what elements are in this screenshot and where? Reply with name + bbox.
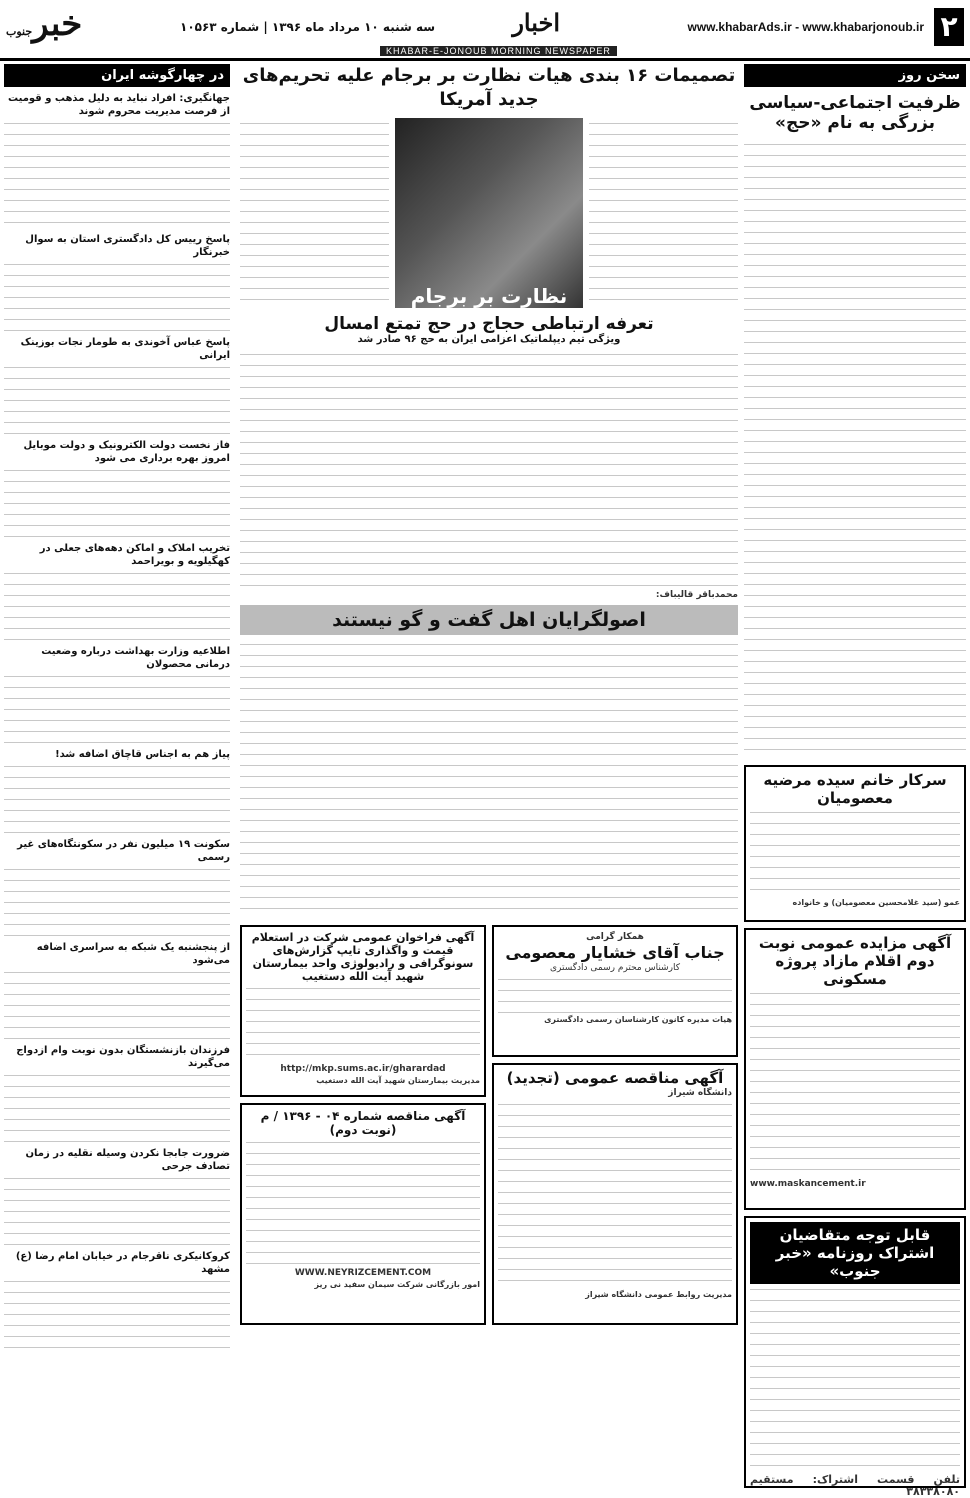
news-item [4, 439, 230, 537]
news-headline[interactable]: پیاز هم به اجناس قاچاق اضافه شد! [55, 749, 230, 760]
news-item [4, 92, 230, 228]
barjam-image: نظارت بر برجام [395, 118, 583, 308]
news-headline[interactable]: سکونت ۱۹ میلیون نفر در سکونتگاه‌های غیر رسمی [17, 839, 230, 863]
news-headline[interactable]: اطلاعیه وزارت بهداشت درباره وضعیت درمانی محصولان [41, 646, 230, 670]
cement-tender-ad: آگهی مناقصه شماره ۰۴ - ۱۳۹۶ / م (نوبت دوم) WWW.NEYRIZCEMENT.COM امور بازرگانی شرکت سیمان سفید نی ریز [240, 1103, 486, 1325]
news-item [4, 941, 230, 1039]
section-title: اخبار [512, 8, 560, 37]
headline-barjam[interactable]: تصمیمات ۱۶ بندی هیات نظارت بر برجام علیه تحریم‌های جدید آمریکا [242, 65, 736, 110]
news-headline[interactable]: از پنجشنبه یک شبکه به سراسری اضافه می‌شود [36, 942, 230, 966]
masthead [0, 0, 970, 61]
editorial-headline[interactable]: ظرفیت اجتماعی-سیاسی بزرگی به نام «حج» [749, 93, 961, 133]
auction-ad: آگهی مزایده عمومی نوبت دوم اقلام مازاد پروژه مسکونی www.maskancement.ir [744, 928, 966, 1210]
editorial-body [744, 139, 966, 759]
news-headline[interactable]: ضرورت جابجا نکردن وسیله نقلیه در زمان تصادف جرحی [25, 1148, 230, 1172]
headline-principlists-box [240, 605, 738, 635]
news-headline[interactable]: کروکانیکری ناقرجام در خیابان امام رضا (ع) مشهد [15, 1251, 230, 1275]
news-headline[interactable]: پاسخ عباس آخوندی به طومار نجات بوزینک ایرانی [20, 337, 230, 361]
issue-date: سه شنبه ۱۰ مرداد ماه ۱۳۹۶ | شماره ۱۰۵۶۳ [180, 20, 436, 34]
headline-principlists[interactable]: اصولگرایان اهل گفت و گو نیستند [332, 609, 646, 631]
editorial-section: سخن روز [744, 64, 966, 87]
right-column [744, 64, 966, 1498]
news-item [4, 542, 230, 640]
congrats-ad: همکار گرامی جناب آقای خشایار معصومی کارشناس محترم رسمی دادگستری هیات مدیره کانون کارشناسان رسمی دادگستری [492, 925, 738, 1057]
news-headline[interactable]: تخریب املاک و اماکن دهه‌های جعلی در کهگیلویه و بویراحمد [39, 543, 230, 567]
subhead-hajj: ویژگی تیم دیپلماتیک اعزامی ایران به حج ۹۶ صادر شد [357, 334, 621, 345]
tender-shiraz-ad: آگهی مناقصه عمومی (تجدید) دانشگاه شیراز مدیریت روابط عمومی دانشگاه شیراز [492, 1063, 738, 1325]
news-item [4, 1044, 230, 1142]
news-item [4, 1147, 230, 1245]
center-column [240, 64, 738, 1434]
news-item [4, 748, 230, 833]
news-item [4, 645, 230, 743]
news-item [4, 233, 230, 331]
newspaper-subtitle: KHABAR-E-JONOUB MORNING NEWSPAPER [380, 46, 617, 56]
left-column [4, 64, 230, 1434]
headline-hajj[interactable]: تعرفه ارتباطی حجاج در حج تمتع امسال [324, 314, 654, 334]
news-headline[interactable]: پاسخ رییس کل دادگستری استان به سوال خبرنگار [25, 234, 230, 258]
news-headline[interactable]: فرزندان بازنشستگان بدون نوبت وام ازدواج می‌گیرند [16, 1045, 230, 1069]
byline: محمدباقر قالیباف: [655, 590, 738, 600]
news-item [4, 838, 230, 936]
news-item [4, 336, 230, 434]
page-number: ۲ [934, 8, 964, 46]
newspaper-logo: خبرجنوب [6, 4, 83, 44]
iran-news-section: در چهارگوشه ایران [4, 64, 230, 87]
site-urls[interactable]: www.khabarAds.ir - www.khabarjonoub.ir [687, 20, 924, 34]
news-headline[interactable]: جهانگیری: افراد نباید به دلیل مذهب و قومیت از فرصت مدیریت محروم شوند [8, 93, 230, 117]
hospital-tender-ad: آگهی فراخوان عمومی شرکت در استعلام قیمت و واگذاری تایپ گزارش‌های سونوگرافی و رادیولوژی واحد بیمارستان شهید آیت الله دستغیب http://mkp.sums.ac.ir/gharardad مدیریت بیمارستان شهید آیت الله دستغیب [240, 925, 486, 1097]
news-headline[interactable]: فاز نخست دولت الکترونیک و دولت موبایل امروز بهره برداری می شود [23, 440, 230, 464]
news-item [4, 1250, 230, 1348]
condolence-ad: سرکار خانم سیده مرضیه معصومیان عمو (سید غلامحسین معصومیان) و خانواده [744, 765, 966, 922]
subscription-ad: قابل توجه متقاضیان اشتراک روزنامه «خبر جنوب» تلفن قسمت اشتراک: مستقیم ۳۸۳۳۸۰۸۰ [744, 1216, 966, 1488]
